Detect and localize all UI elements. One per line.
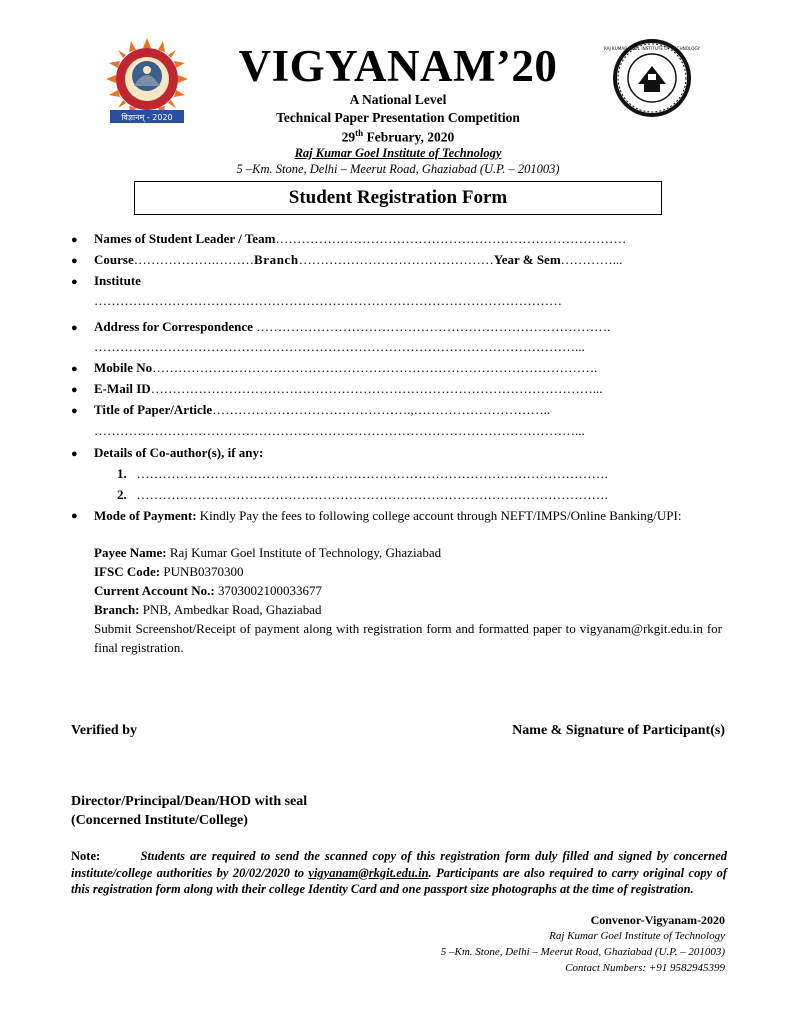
- submit-instructions: Submit Screenshot/Receipt of payment along with registration form and formatted paper to vigyanam@rkgit.edu.in for final registration.: [94, 621, 722, 655]
- coauthor-2-number: 2.: [117, 487, 127, 502]
- names-label: Names of Student Leader / Team: [94, 231, 276, 246]
- payment-label: Mode of Payment:: [94, 508, 197, 523]
- email-label: E-Mail ID: [94, 381, 151, 396]
- course-row[interactable]: [94, 252, 622, 268]
- ifsc-value: PUNB0370300: [160, 564, 244, 579]
- logo-banner-text: विज्ञानम् - 2020: [121, 113, 173, 122]
- course-label: Course: [94, 252, 134, 267]
- concerned-institute: (Concerned Institute/College): [71, 813, 248, 828]
- date-month-year: February, 2020: [363, 129, 455, 145]
- mobile-label: Mobile No: [94, 360, 153, 375]
- institute-label: Institute: [94, 273, 141, 288]
- seal-text: RAJ KUMAR GOEL INSTITUTE OF TECHNOLOGY: [603, 46, 701, 51]
- names-dots[interactable]: ………………………………………………………………………: [275, 231, 627, 246]
- payee-label: Payee Name:: [94, 545, 167, 560]
- course-dots[interactable]: ……………….………: [133, 252, 254, 267]
- note-text-b: . Participants are also required to carry original copy of this registration form along with their college Identity Card and one passport size photographs at the time of registration.: [71, 865, 727, 897]
- convenor-address: 5 –Km. Stone, Delhi – Meerut Road, Ghaziabad (U.P. – 201003): [440, 946, 725, 958]
- coauthor-1[interactable]: [117, 466, 608, 482]
- ifsc-label: IFSC Code:: [94, 564, 161, 579]
- paper-title-field[interactable]: [94, 402, 550, 418]
- bullet: ●: [71, 384, 78, 396]
- mobile-field[interactable]: [94, 360, 597, 376]
- paper-title-dots-1[interactable]: ……………………………………….,…………………………..: [212, 402, 551, 417]
- bullet: ●: [71, 234, 78, 246]
- subtitle-level: A National Level: [349, 92, 447, 107]
- coauthor-1-number: 1.: [117, 466, 127, 481]
- participant-signature: Name & Signature of Participant(s): [512, 723, 725, 738]
- payment-text: Kindly Pay the fees to following college account through NEFT/IMPS/Online Banking/UPI:: [196, 508, 682, 523]
- address-field[interactable]: [94, 319, 610, 335]
- note: [71, 848, 727, 898]
- address-label: Address for Correspondence: [94, 319, 253, 334]
- note-text-a: Students are required to send the scanned copy of this registration form duly filled and signed by concerned institute/college authorities by 20/02/2020 to: [71, 849, 728, 880]
- bullet: ●: [71, 255, 78, 267]
- bullet: ●: [71, 448, 78, 460]
- institute-address: 5 –Km. Stone, Delhi – Meerut Road, Ghaziabad (U.P. – 201003): [236, 162, 560, 176]
- email-dots[interactable]: …………………………………………………………………………………………...: [150, 381, 603, 396]
- form-title: Student Registration Form: [134, 181, 662, 215]
- coauthor-2-dots[interactable]: ……………………………………………………………………………………………….: [136, 487, 608, 502]
- ifsc-row: [94, 564, 244, 580]
- date-suffix: th: [355, 128, 364, 138]
- paper-title-label: Title of Paper/Article: [94, 402, 213, 417]
- note-label: Note:: [71, 849, 101, 863]
- bank-branch-row: [94, 602, 321, 618]
- account-row: [94, 583, 322, 599]
- page-title: VIGYANAM’20: [238, 41, 558, 91]
- convenor-title: Convenor-Vigyanam-2020: [590, 913, 725, 927]
- coauthor-label: Details of Co-author(s), if any:: [94, 445, 264, 460]
- coauthor-1-dots[interactable]: ……………………………………………………………………………………………….: [136, 466, 608, 481]
- address-dots-1[interactable]: ……………………………………………………………………….: [252, 319, 611, 334]
- address-dots-2[interactable]: …………………………………………………………………………………………………...: [94, 339, 585, 354]
- branch-label: Branch: [253, 252, 299, 267]
- director-seal: Director/Principal/Dean/HOD with seal: [71, 794, 308, 809]
- convenor-contact: Contact Numbers: +91 9582945399: [565, 962, 725, 974]
- yearsem-label: Year & Sem: [493, 252, 561, 267]
- paper-title-dots-2[interactable]: …………………………………………………………………………………………………...: [94, 423, 585, 438]
- bullet: ●: [71, 510, 78, 522]
- mobile-dots[interactable]: ………………………………………………………………………………………….: [152, 360, 598, 375]
- institute-name: Raj Kumar Goel Institute of Technology: [294, 146, 502, 160]
- date-day: 29: [341, 129, 356, 145]
- event-date: [0, 128, 796, 146]
- subtitle-competition: Technical Paper Presentation Competition: [276, 110, 520, 125]
- names-field[interactable]: [94, 231, 626, 247]
- branch-dots[interactable]: ………………………………………: [298, 252, 494, 267]
- payment-mode: [94, 507, 722, 526]
- account-value: 3703002100033677: [214, 583, 322, 598]
- email-field[interactable]: [94, 381, 602, 397]
- bullet: ●: [71, 405, 78, 417]
- bullet: ●: [71, 322, 78, 334]
- bullet: ●: [71, 363, 78, 375]
- payee-row: [94, 545, 441, 561]
- note-email-link[interactable]: vigyanam@rkgit.edu.in: [308, 865, 429, 880]
- convenor-block: [441, 912, 725, 976]
- institute-dots[interactable]: ………………………………………………………………………………………………: [94, 293, 562, 308]
- yearsem-dots[interactable]: …………...: [560, 252, 623, 267]
- bank-branch-label: Branch:: [94, 602, 140, 617]
- account-label: Current Account No.:: [94, 583, 215, 598]
- bank-branch-value: PNB, Ambedkar Road, Ghaziabad: [139, 602, 322, 617]
- bullet: ●: [71, 276, 78, 288]
- payee-value: Raj Kumar Goel Institute of Technology, Ghaziabad: [166, 545, 442, 560]
- coauthor-2[interactable]: [117, 487, 608, 503]
- convenor-institute: Raj Kumar Goel Institute of Technology: [549, 930, 725, 942]
- verified-by: Verified by: [71, 723, 137, 738]
